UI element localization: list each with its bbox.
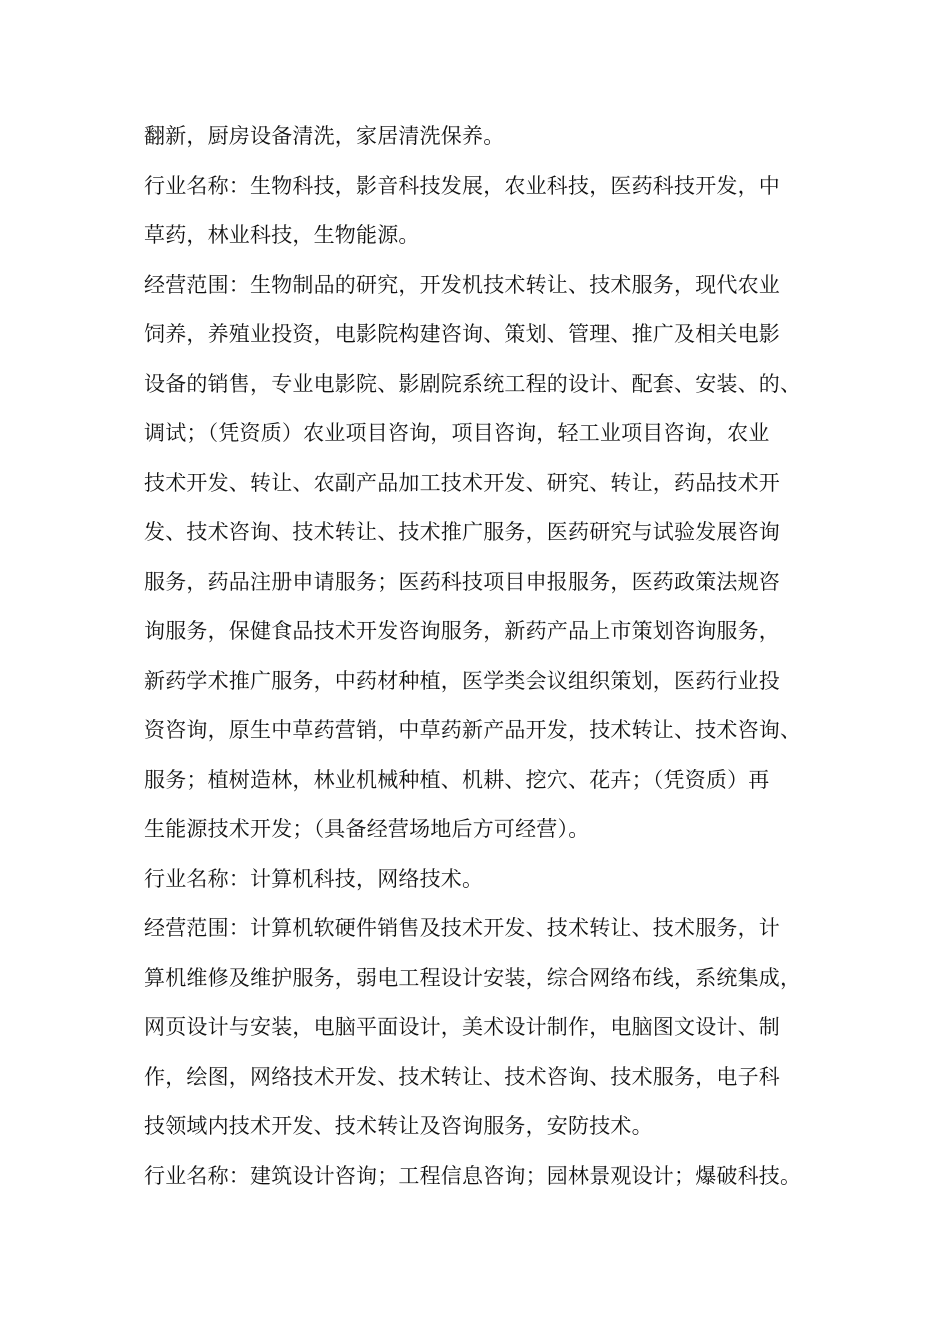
text-line: 新药学术推广服务，中药材种植，医学类会议组织策划，医药行业投 — [144, 668, 780, 693]
text-line: 服务；植树造林，林业机械种植、机耕、挖穴、花卉；（凭资质）再 — [144, 767, 770, 792]
text-line: 技术开发、转让、农副产品加工技术开发、研究、转让，药品技术开 — [144, 470, 780, 495]
text-line: 资咨询，原生中草药营销，中草药新产品开发，技术转让、技术咨询、 — [144, 718, 802, 742]
text-line: 调试；（凭资质）农业项目咨询，项目咨询，轻工业项目咨询，农业 — [144, 421, 770, 445]
text-line: 行业名称：计算机科技，网络技术。 — [144, 866, 484, 891]
text-line: 询服务，保健食品技术开发咨询服务，新药产品上市策划咨询服务， — [144, 619, 780, 643]
text-line: 网页设计与安装，电脑平面设计，美术设计制作，电脑图文设计、制 — [144, 1015, 780, 1039]
text-line: 算机维修及维护服务，弱电工程设计安装，综合网络布线，系统集成， — [144, 965, 802, 990]
text-line: 草药，林业科技，生物能源。 — [144, 223, 420, 247]
text-line: 服务，药品注册申请服务；医药科技项目申报服务，医药政策法规咨 — [144, 569, 780, 594]
text-line: 行业名称：生物科技，影音科技发展，农业科技，医药科技开发，中 — [144, 173, 780, 198]
text-line: 技领域内技术开发、技术转让及咨询服务，安防技术。 — [144, 1114, 653, 1138]
text-line: 设备的销售，专业电影院、影剧院系统工程的设计、配套、安装、的、 — [144, 371, 802, 396]
text-line: 生能源技术开发；（具备经营场地后方可经营）。 — [144, 817, 590, 841]
document-body — [144, 112, 810, 1201]
text-line: 行业名称：建筑设计咨询；工程信息咨询；园林景观设计；爆破科技。 — [144, 1163, 802, 1188]
text-line: 作，绘图，网络技术开发、技术转让、技术咨询、技术服务，电子科 — [144, 1064, 780, 1089]
text-line: 经营范围：计算机软硬件销售及技术开发、技术转让、技术服务，计 — [144, 916, 780, 940]
text-line: 发、技术咨询、技术转让、技术推广服务，医药研究与试验发展咨询 — [144, 520, 780, 544]
text-line: 经营范围：生物制品的研究，开发机技术转让、技术服务，现代农业 — [144, 272, 780, 297]
text-line: 翻新，厨房设备清洗，家居清洗保养。 — [144, 124, 505, 148]
text-line: 饲养，养殖业投资，电影院构建咨询、策划、管理、推广及相关电影 — [144, 322, 780, 346]
